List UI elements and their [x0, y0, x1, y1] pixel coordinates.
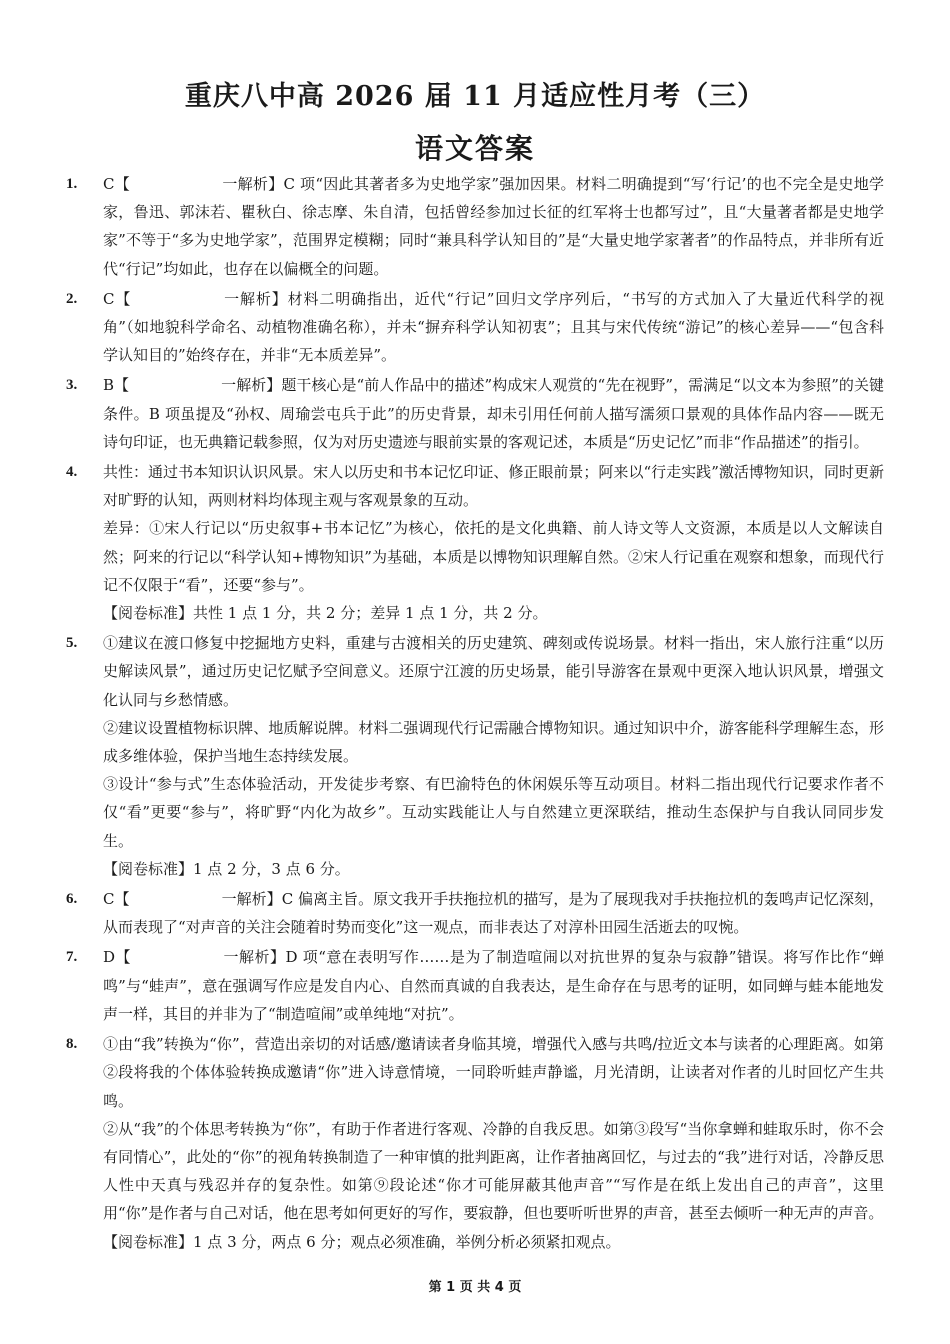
question-paragraph: ①建议在渡口修复中挖掘地方史料，重建与古渡相关的历史建筑、碑刻或传说场景。材料一指出，宋人旅行注重“以历史解读风景”，通过历史记忆赋予空间意义。还原宁江渡的历史场景，能引导游客在景观中更深入地认识风景，增强文化认同与乡愁情感。	[103, 634, 884, 709]
question-item	[66, 170, 884, 283]
question-number: 3.	[66, 377, 78, 394]
question-paragraph: ②建议设置植物标识牌、地质解说牌。材料二强调现代行记需融合博物知识。通过知识中介，游客能科学理解生态，形成多维体验，保护当地生态持续发展。	[103, 718, 884, 766]
question-number: 1.	[66, 176, 78, 192]
page-number: 第 1 页 共 4 页	[428, 1280, 522, 1295]
question-item	[66, 285, 884, 370]
question-paragraph: 差异：①宋人行记以“历史叙事+书本记忆”为核心，依托的是文化典籍、前人诗文等人文资源，本质是以人文解读自然；阿来的行记以“科学认知+博物知识”为基础，本质是以博物知识理解自然。②宋人行记重在观察和想象，而现代行记不仅限于“看”，还要“参与”。	[103, 519, 884, 594]
question-paragraph: ②从“我”的个体思考转换为“你”，有助于作者进行客观、冷静的自我反思。如第③段写“当你拿蝉和蛙取乐时，你不会有同情心”，此处的“你”的视角转换制造了一种审慎的批判距离，让作者抽离回忆，与过去的“我”进行对话，冷静反思人性中天真与残忍并存的复杂性。如第⑨段论述“你才可能屏蔽其他声音”“写作是在纸上发出自己的声音”，这里用“你”是作者与自己对话，他在思考如何更好的写作，要寂静，但也要听听世界的声音，甚至去倾听一种无声的声音。	[103, 1119, 884, 1223]
analysis-text: D 项“意在表明写作……是为了制造喧闹以对抗世界的复杂与寂静”错误。将写作比作“蝉鸣”与“蛙声”，意在强调写作应是发自内心、自然而真诚的自我表达，是生命存在与思考的证明，如同蝉与蛙本能地发声一样，其目的并非为了“制造喧闹”或单纯地“对抗”。	[103, 948, 884, 1023]
grading-standard: 【阅卷标准】1 点 2 分，3 点 6 分。	[103, 859, 350, 878]
question-paragraph	[103, 285, 884, 370]
question-number: 6.	[66, 891, 78, 908]
question-paragraph: ③设计“参与式”生态体验活动，开发徒步考察、有巴渝特色的休闲娱乐等互动项目。材料二指出现代行记要求作者不仅“看”更要“参与”，将旷野“内化为故乡”。互动实践能让人与自然建立更深联结，推动生态保护与自我认同同步发生。	[103, 775, 884, 850]
answer-choice: C【	[103, 890, 130, 909]
question-paragraph	[103, 170, 884, 283]
answer-choice: C【	[103, 289, 132, 308]
answer-list	[66, 170, 884, 1258]
analysis-tag: 一解析】	[222, 175, 284, 193]
analysis-tag: 一解析】	[221, 890, 282, 909]
page-subtitle: 语文答案	[414, 132, 535, 165]
question-paragraph	[103, 885, 884, 941]
question-number: 8.	[66, 1036, 78, 1053]
question-item	[66, 943, 884, 1028]
question-item	[66, 458, 884, 627]
question-paragraph: ①由“我”转换为“你”，营造出亲切的对话感/邀请读者身临其境，增强代入感与共鸣/拉近文本与读者的心理距离。如第②段将我的个体体验转换成邀请“你”进入诗意情境，一同聆听蛙声静谧，月光清朗，让读者对作者的儿时回忆产生共鸣。	[103, 1035, 884, 1110]
analysis-text: 题干核心是“前人作品中的描述”构成宋人观赏的“先在视野”，需满足“以文本为参照”的关键条件。B 项虽提及“孙权、周瑜尝屯兵于此”的历史背景，却未引用任何前人描写濡须口景观的具体作品内容——既无诗句印证，也无典籍记载参照，仅为对历史遗迹与眼前实景的客观记述，本质是“历史记忆”而非“作品描述”的指引。	[103, 376, 884, 451]
grading-standard: 【阅卷标准】1 点 3 分，两点 6 分；观点必须准确，举例分析必须紧扣观点。	[103, 1232, 621, 1251]
page-title: 重庆八中高 2026 届 11 月适应性月考（三）	[184, 81, 766, 112]
question-item	[66, 371, 884, 456]
question-number: 7.	[66, 949, 78, 966]
question-number: 4.	[66, 464, 78, 481]
answer-choice: D【	[103, 948, 132, 967]
analysis-tag: 一解析】	[223, 948, 286, 967]
question-number: 5.	[66, 635, 78, 652]
question-paragraph	[103, 943, 884, 1028]
analysis-text: 材料二明确指出，近代“行记”回归文学序列后，“书写的方式加入了大量近代科学的视角”（如地貌科学命名、动植物准确名称），并未“摒弃科学认知初衷”；且其与宋代传统“游记”的核心差异——“包含科学认知目的”始终存在，并非“无本质差异”。	[103, 289, 884, 365]
question-item	[66, 629, 884, 883]
grading-standard: 【阅卷标准】共性 1 点 1 分，共 2 分；差异 1 点 1 分，共 2 分。	[103, 604, 548, 623]
question-paragraph	[103, 371, 884, 456]
question-item	[66, 885, 884, 941]
question-number: 2.	[66, 290, 78, 307]
answer-choice: C【	[103, 175, 131, 193]
analysis-tag: 一解析】	[223, 289, 288, 308]
analysis-text: C 偏离主旨。原文我开手扶拖拉机的描写，是为了展现我对手扶拖拉机的轰鸣声记忆深刻，从而表现了“对声音的关注会随着时势而变化”这一观点，而非表达了对淳朴田园生活逝去的叹惋。	[103, 890, 884, 937]
analysis-tag: 一解析】	[221, 376, 282, 395]
answer-choice: B【	[103, 376, 130, 395]
question-paragraph: 共性：通过书本知识认识风景。宋人以历史和书本记忆印证、修正眼前景；阿来以“行走实践”激活博物知识，同时更新对旷野的认知，两则材料均体现主观与客观景象的互动。	[103, 463, 884, 510]
analysis-text: C 项“因此其著者多为史地学家”强加因果。材料二明确提到“写‘行记’的也不完全是史地学家，鲁迅、郭沫若、瞿秋白、徐志摩、朱自清，包括曾经参加过长征的红军将士也都写过”，且“大量著者都是史地学家”不等于“多为史地学家”，范围界定模糊；同时“兼具科学认知目的”是“大量史地学家著者”的作品特点，并非所有近代“行记”均如此，也存在以偏概全的问题。	[103, 175, 884, 278]
question-item	[66, 1030, 884, 1256]
